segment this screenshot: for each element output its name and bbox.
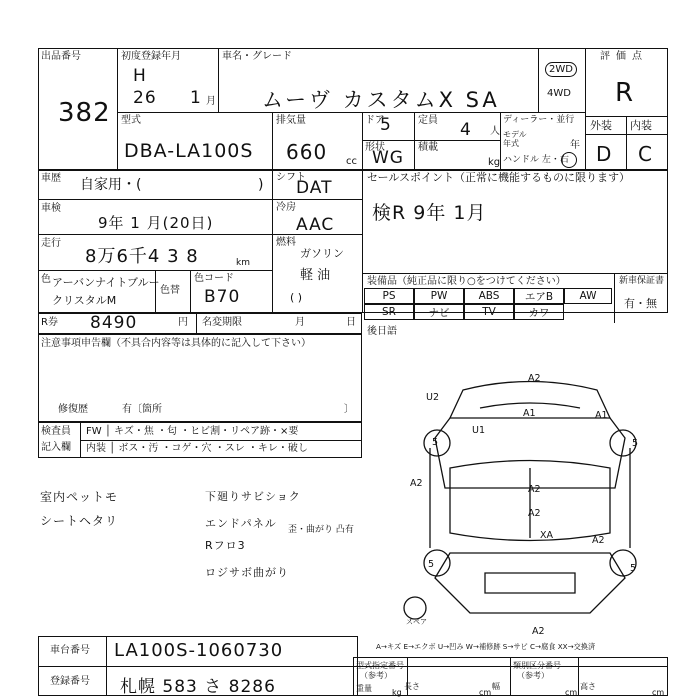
cm-3: cm — [652, 688, 665, 697]
repair-value: 有〔箇所 — [122, 404, 162, 415]
reg-value: 札幌 583 さ 8286 — [120, 677, 276, 697]
doors-label: ドア — [365, 115, 385, 126]
sales-points-value: 検R 9年 1月 — [372, 202, 487, 224]
equipment-label: 装備品（純正品に限り○をつけてください） — [367, 276, 566, 287]
equipment-item: TV — [464, 304, 514, 320]
mark-5-right2: 5 — [630, 563, 637, 574]
mark-a2-right: A2 — [592, 535, 605, 546]
handwritten-left-1: 室内ペットモ — [40, 490, 119, 504]
legend: A→キズ E→エクボ U→凹み W→補修跡 S→サビ C→腐食 XX→交換済 — [376, 642, 596, 651]
drive-4wd: 4WD — [547, 88, 571, 99]
model-year-label: モデル年式 — [503, 130, 527, 148]
capacity-label: 定員 — [418, 115, 438, 126]
mileage-unit: km — [236, 258, 250, 268]
interior-value: C — [638, 142, 653, 166]
inspector-label-2: 記入欄 — [41, 442, 71, 453]
fuel-label: 燃料 — [276, 237, 296, 248]
mark-5-right: 5 — [632, 438, 639, 449]
first-reg-year: 26 — [133, 88, 157, 108]
inspection-label: 車検 — [41, 203, 61, 214]
mark-a2-top: A2 — [528, 373, 541, 384]
recycle-unit: 円 — [178, 317, 188, 328]
history-close: ) — [258, 177, 264, 193]
equipment-item: PW — [414, 288, 464, 304]
color-swap-label: 色替 — [160, 285, 180, 296]
cooling-label: 冷房 — [276, 202, 296, 213]
score-value: R — [615, 78, 635, 108]
inspector-row-2: 内装 │ ボス・汚 ・コゲ・穴 ・スレ ・キレ・破し — [86, 443, 308, 454]
doors-value: 5 — [380, 115, 392, 135]
name-change-month: 月 — [295, 317, 305, 328]
history-label: 車歴 — [41, 173, 61, 184]
displacement-value: 660 — [286, 140, 328, 164]
chassis-value: LA100S-1060730 — [114, 640, 284, 661]
interior-label: 内装 — [630, 119, 652, 132]
displacement-unit: cc — [346, 156, 357, 167]
exterior-label: 外装 — [590, 119, 612, 132]
handwritten-right-extra: 歪・曲がり 凸有 — [288, 525, 354, 535]
first-reg-month-unit: 月 — [206, 96, 216, 107]
mark-5-left2: 5 — [428, 559, 435, 570]
recycle-label: R券 — [41, 317, 58, 328]
equipment-item: AW — [564, 288, 612, 304]
inspector-label-1: 検査員 — [41, 426, 71, 437]
load-unit: kg — [488, 157, 501, 168]
score-label: 評価点 — [600, 51, 648, 62]
spare-label: スペア — [406, 618, 427, 626]
mark-a2-center2: A2 — [528, 508, 541, 519]
sales-points-label: セールスポイント（正常に機能するものに限ります） — [367, 171, 631, 184]
model-value: DBA-LA100S — [124, 140, 254, 162]
handwritten-right-2: エンドパネル — [205, 517, 277, 530]
equipment-item: PS — [364, 288, 414, 304]
shape-value: WG — [372, 148, 404, 168]
name-change-day: 日 — [346, 317, 356, 328]
recycle-value: 8490 — [90, 313, 138, 333]
first-reg-month: 1 — [190, 88, 202, 108]
designation-ref: （参考） — [360, 671, 392, 680]
equipment-item: エアB — [514, 288, 564, 304]
fuel-value-2: 軽 油 — [300, 268, 331, 283]
shift-label: シフト — [276, 172, 306, 183]
reg-label: 登録番号 — [50, 676, 90, 687]
capacity-unit: 人 — [490, 126, 500, 137]
color-value: アーバンナイトブルークリスタルM — [52, 276, 160, 307]
history-value: 自家用・( — [80, 177, 142, 193]
warranty-value: 有・無 — [624, 297, 657, 310]
weight-label: 重量 — [356, 684, 372, 693]
cm-1: cm — [479, 688, 492, 697]
mark-u2: U2 — [426, 392, 439, 403]
first-reg-label: 初度登録年月 — [121, 51, 181, 62]
mileage-value: 8万6千4 3 8 — [85, 246, 199, 267]
equipment-item: ABS — [464, 288, 514, 304]
handwritten-right-3: Rフロ3 — [205, 539, 246, 552]
dealer-label: ディーラー・並行 — [503, 115, 575, 125]
handwritten-left-2: シートヘタリ — [40, 514, 119, 528]
chassis-label: 車台番号 — [50, 645, 90, 656]
model-label: 型式 — [121, 115, 141, 126]
width-label: 幅 — [492, 682, 500, 691]
car-diagram — [395, 368, 665, 628]
color-code-value: B70 — [204, 287, 241, 307]
equipment-item: ナビ — [414, 304, 464, 320]
notes-label: 注意事項申告欄（不具合内容等は具体的に記入して下さい） — [41, 338, 311, 349]
lot-number: 382 — [58, 98, 111, 128]
cooling-value: AAC — [296, 215, 335, 235]
class-ref: （参考） — [517, 671, 549, 680]
fuel-value-3: ( ) — [290, 291, 303, 304]
capacity-value: 4 — [460, 120, 472, 140]
mark-u1: U1 — [472, 425, 485, 436]
drive-2wd: 2WD — [545, 62, 577, 77]
handwritten-right-4: ロジサボ曲がり — [205, 566, 289, 579]
mark-a2-bottom: A2 — [532, 626, 545, 637]
mark-a1b: A1 — [595, 410, 608, 421]
inspector-row-1: FW │ キズ・焦 ・匂 ・ヒビ割・リペア跡・×要 — [86, 426, 299, 437]
cm-2: cm — [565, 688, 578, 697]
color-code-label: 色コード — [194, 273, 234, 284]
height-label: 高さ — [580, 682, 596, 691]
first-reg-era: H — [133, 66, 147, 86]
handle-right-circle — [561, 152, 577, 168]
warranty-label: 新車保証書 — [619, 276, 665, 286]
car-name-value: ムーヴ カスタムX SA — [262, 88, 500, 112]
rear-seat-label: 後日語 — [367, 326, 397, 337]
mark-5-left: 5 — [432, 437, 439, 448]
shape-label: 形状 — [365, 142, 385, 153]
designation-label: 型式指定番号 — [356, 661, 404, 670]
inspection-value: 9年 1 月(20日) — [98, 214, 214, 232]
class-label: 類別区分番号 — [513, 661, 561, 670]
mileage-label: 走行 — [41, 238, 61, 249]
handwritten-right-1: 下廻りサビショク — [205, 490, 301, 503]
load-label: 積載 — [418, 142, 438, 153]
mark-a2-center: A2 — [528, 484, 541, 495]
mark-a1a: A1 — [523, 408, 536, 419]
lot-label: 出品番号 — [41, 51, 81, 62]
handle-label: ハンドル 左・右 — [503, 155, 569, 165]
exterior-value: D — [596, 142, 613, 166]
equipment-item: SR — [364, 304, 414, 320]
car-name-label: 車名・グレード — [222, 51, 292, 62]
mark-xa: XA — [540, 530, 554, 541]
shift-value: DAT — [296, 178, 333, 198]
model-year-unit: 年 — [570, 140, 580, 151]
mark-a2-left: A2 — [410, 478, 423, 489]
equipment-item: カワ — [514, 304, 564, 320]
kg-label: kg — [392, 688, 402, 697]
displacement-label: 排気量 — [276, 115, 306, 126]
repair-close: 〕 — [344, 404, 354, 415]
recycle-frame — [38, 313, 362, 334]
color-label: 色 — [41, 274, 51, 285]
repair-label: 修復歴 — [58, 404, 88, 415]
length-label: 長さ — [404, 682, 420, 691]
name-change-label: 名変期限 — [202, 317, 242, 328]
fuel-value-1: ガソリン — [300, 247, 344, 260]
